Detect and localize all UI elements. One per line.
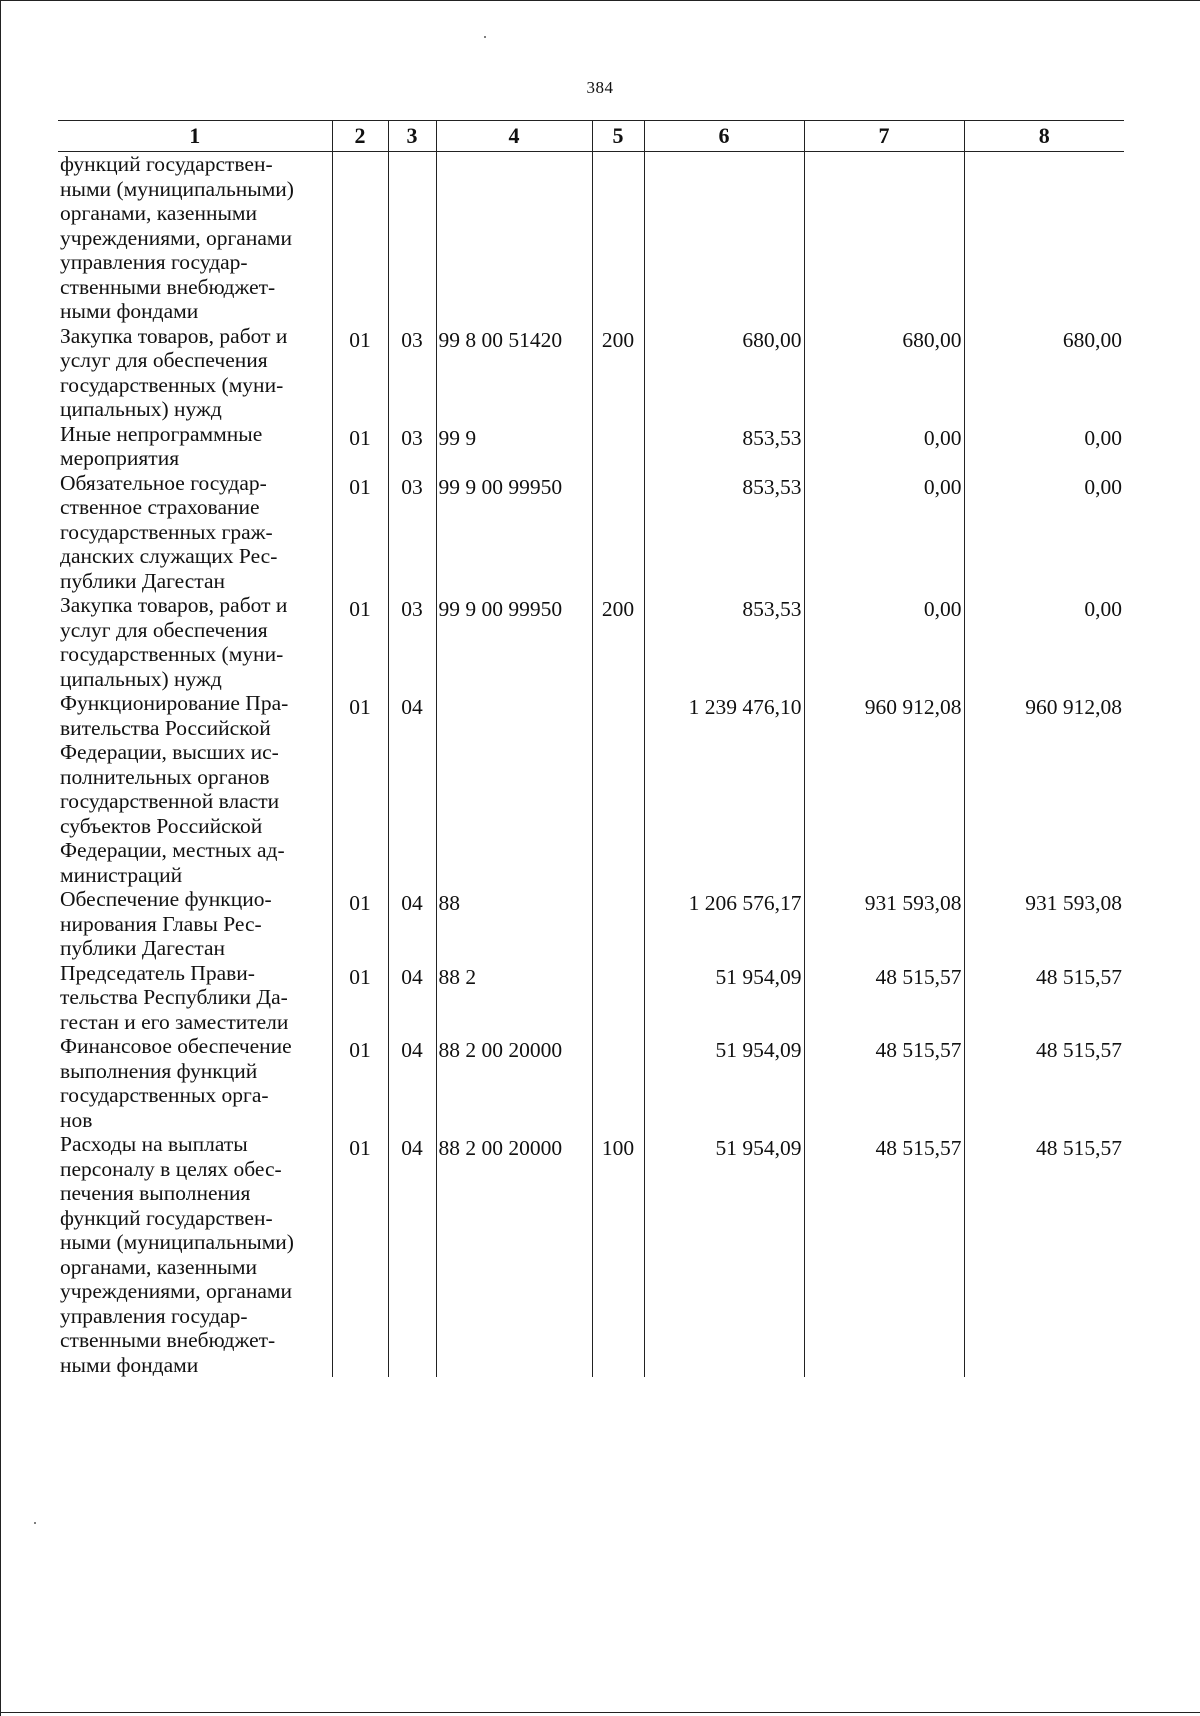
cell-subsection: 04	[388, 887, 436, 961]
header-col-5: 5	[592, 121, 644, 152]
table-row	[58, 691, 1124, 887]
cell-amount-col8: 0,00	[964, 422, 1124, 471]
header-col-4: 4	[436, 121, 592, 152]
cell-expense-type	[592, 691, 644, 887]
cell-section: 01	[332, 422, 388, 471]
cell-description	[58, 422, 332, 471]
cell-target-article: 88 2 00 20000	[436, 1132, 592, 1377]
cell-target-article	[436, 152, 592, 324]
cell-amount-col6: 1 206 576,17	[644, 887, 804, 961]
description-line: Федерации, местных ад-	[60, 838, 285, 862]
cell-amount-col8	[964, 152, 1124, 324]
description-line: управления государ-	[60, 250, 248, 274]
cell-amount-col7: 0,00	[804, 593, 964, 691]
cell-expense-type	[592, 152, 644, 324]
cell-amount-col7: 0,00	[804, 471, 964, 594]
table-row	[58, 593, 1124, 691]
description-line: ными (муниципальными)	[60, 176, 294, 201]
cell-expense-type	[592, 422, 644, 471]
description-line: ственными внебюджет-	[60, 1328, 276, 1352]
description-line: выполнения функций	[60, 1058, 258, 1083]
cell-amount-col7: 48 515,57	[804, 1034, 964, 1132]
description-line: учреждениями, органами	[60, 1279, 292, 1303]
cell-section: 01	[332, 887, 388, 961]
table-row	[58, 471, 1124, 594]
cell-amount-col7: 960 912,08	[804, 691, 964, 887]
cell-amount-col8: 48 515,57	[964, 961, 1124, 1035]
description-line: органами, казенными	[60, 201, 258, 225]
cell-amount-col6: 680,00	[644, 324, 804, 422]
cell-expense-type	[592, 471, 644, 594]
cell-subsection: 04	[388, 1034, 436, 1132]
description-line: ципальных) нужд	[60, 397, 222, 421]
cell-amount-col8: 0,00	[964, 593, 1124, 691]
description-line: публики Дагестан	[60, 568, 226, 593]
description-line: печения выполнения	[60, 1181, 251, 1205]
description-line: Закупка товаров, работ и	[60, 593, 288, 617]
cell-amount-col7: 931 593,08	[804, 887, 964, 961]
description-line: субъектов Российской	[60, 813, 263, 838]
budget-table	[58, 120, 1124, 1377]
cell-description	[58, 152, 332, 324]
cell-description	[58, 887, 332, 961]
table-row	[58, 1132, 1124, 1377]
header-col-3: 3	[388, 121, 436, 152]
cell-amount-col7: 48 515,57	[804, 1132, 964, 1377]
description-line: Финансовое обеспечение	[60, 1034, 292, 1058]
cell-target-article: 99 8 00 51420	[436, 324, 592, 422]
cell-section: 01	[332, 961, 388, 1035]
cell-section: 01	[332, 1034, 388, 1132]
cell-description	[58, 471, 332, 594]
table-row	[58, 887, 1124, 961]
header-col-8: 8	[964, 121, 1124, 152]
description-line: публики Дагестан	[60, 936, 226, 960]
cell-target-article: 99 9 00 99950	[436, 471, 592, 594]
description-line: функций государствен-	[60, 1205, 273, 1230]
table-row	[58, 152, 1124, 324]
description-line: Обязательное государ-	[60, 470, 267, 495]
header-col-2: 2	[332, 121, 388, 152]
table-row	[58, 324, 1124, 422]
header-col-7: 7	[804, 121, 964, 152]
description-line: государственных (муни-	[60, 372, 284, 397]
header-row	[58, 121, 1124, 152]
cell-amount-col8: 680,00	[964, 324, 1124, 422]
description-line: министраций	[60, 862, 183, 887]
cell-description	[58, 1034, 332, 1132]
description-line: ными фондами	[60, 1352, 199, 1377]
description-line: нирования Главы Рес-	[60, 911, 262, 936]
description-line: данских служащих Рес-	[60, 544, 278, 568]
cell-amount-col7: 680,00	[804, 324, 964, 422]
cell-subsection: 03	[388, 422, 436, 471]
description-line: государственных орга-	[60, 1083, 269, 1107]
cell-description	[58, 593, 332, 691]
cell-expense-type	[592, 887, 644, 961]
table-row	[58, 422, 1124, 471]
cell-description	[58, 1132, 332, 1377]
description-line: Обеспечение функцио-	[60, 887, 272, 911]
description-line: персоналу в целях обес-	[60, 1156, 282, 1181]
cell-section: 01	[332, 1132, 388, 1377]
scan-left-border	[0, 0, 1, 1716]
description-line: услуг для обеспечения	[60, 348, 268, 372]
page-number: 384	[586, 78, 614, 97]
description-line: тельства Республики Да-	[60, 985, 288, 1009]
cell-target-article: 88	[436, 887, 592, 961]
description-line: государственных (муни-	[60, 642, 284, 666]
description-line: государственной власти	[60, 789, 280, 813]
description-line: нов	[60, 1107, 93, 1132]
description-line: ственное страхование	[60, 495, 260, 519]
description-line: Закупка товаров, работ и	[60, 323, 288, 348]
cell-amount-col6: 51 954,09	[644, 1132, 804, 1377]
description-line: мероприятия	[60, 446, 180, 470]
description-line: ципальных) нужд	[60, 666, 222, 691]
cell-expense-type: 200	[592, 324, 644, 422]
cell-section: 01	[332, 471, 388, 594]
table-body	[58, 152, 1124, 1378]
description-line: ными фондами	[60, 299, 199, 323]
cell-expense-type	[592, 961, 644, 1035]
cell-amount-col6: 853,53	[644, 593, 804, 691]
cell-expense-type: 100	[592, 1132, 644, 1377]
description-line: услуг для обеспечения	[60, 617, 268, 642]
description-line: ными (муниципальными)	[60, 1230, 294, 1254]
cell-target-article: 88 2	[436, 961, 592, 1035]
cell-amount-col8: 48 515,57	[964, 1132, 1124, 1377]
description-line: государственных граж-	[60, 519, 273, 544]
scan-top-border	[0, 0, 1200, 1]
cell-amount-col7	[804, 152, 964, 324]
description-line: гестан и его заместители	[60, 1009, 289, 1034]
table-row	[58, 1034, 1124, 1132]
cell-amount-col6: 51 954,09	[644, 961, 804, 1035]
cell-amount-col8: 0,00	[964, 471, 1124, 594]
scan-bottom-border	[0, 1712, 1200, 1713]
cell-description	[58, 324, 332, 422]
cell-target-article	[436, 691, 592, 887]
cell-target-article: 99 9	[436, 422, 592, 471]
cell-amount-col6: 853,53	[644, 422, 804, 471]
cell-amount-col8: 48 515,57	[964, 1034, 1124, 1132]
description-line: Иные непрограммные	[60, 421, 263, 446]
description-line: полнительных органов	[60, 764, 270, 789]
description-line: функций государствен-	[60, 152, 273, 176]
cell-description	[58, 691, 332, 887]
scan-speck	[484, 36, 486, 38]
cell-expense-type: 200	[592, 593, 644, 691]
header-col-1: 1	[58, 121, 332, 152]
description-line: управления государ-	[60, 1303, 248, 1328]
cell-amount-col6: 853,53	[644, 471, 804, 594]
description-line: вительства Российской	[60, 715, 271, 740]
cell-amount-col8: 960 912,08	[964, 691, 1124, 887]
cell-target-article: 88 2 00 20000	[436, 1034, 592, 1132]
cell-amount-col6: 51 954,09	[644, 1034, 804, 1132]
description-line: учреждениями, органами	[60, 225, 292, 250]
cell-expense-type	[592, 1034, 644, 1132]
cell-subsection: 03	[388, 593, 436, 691]
cell-amount-col7: 0,00	[804, 422, 964, 471]
description-line: Председатель Прави-	[60, 960, 255, 985]
cell-amount-col6: 1 239 476,10	[644, 691, 804, 887]
cell-subsection: 04	[388, 961, 436, 1035]
cell-section	[332, 152, 388, 324]
cell-section: 01	[332, 324, 388, 422]
cell-target-article: 99 9 00 99950	[436, 593, 592, 691]
cell-subsection: 04	[388, 691, 436, 887]
cell-amount-col8: 931 593,08	[964, 887, 1124, 961]
cell-amount-col6	[644, 152, 804, 324]
cell-subsection	[388, 152, 436, 324]
table-row	[58, 961, 1124, 1035]
header-col-6: 6	[644, 121, 804, 152]
cell-subsection: 04	[388, 1132, 436, 1377]
description-line: Функционирование Пра-	[60, 691, 289, 715]
description-line: Федерации, высших ис-	[60, 740, 279, 764]
description-line: Расходы на выплаты	[60, 1132, 248, 1156]
scan-speck	[34, 1522, 36, 1524]
cell-subsection: 03	[388, 471, 436, 594]
cell-subsection: 03	[388, 324, 436, 422]
description-line: ственными внебюджет-	[60, 274, 276, 299]
cell-description	[58, 961, 332, 1035]
cell-amount-col7: 48 515,57	[804, 961, 964, 1035]
description-line: органами, казенными	[60, 1254, 258, 1279]
cell-section: 01	[332, 691, 388, 887]
cell-section: 01	[332, 593, 388, 691]
